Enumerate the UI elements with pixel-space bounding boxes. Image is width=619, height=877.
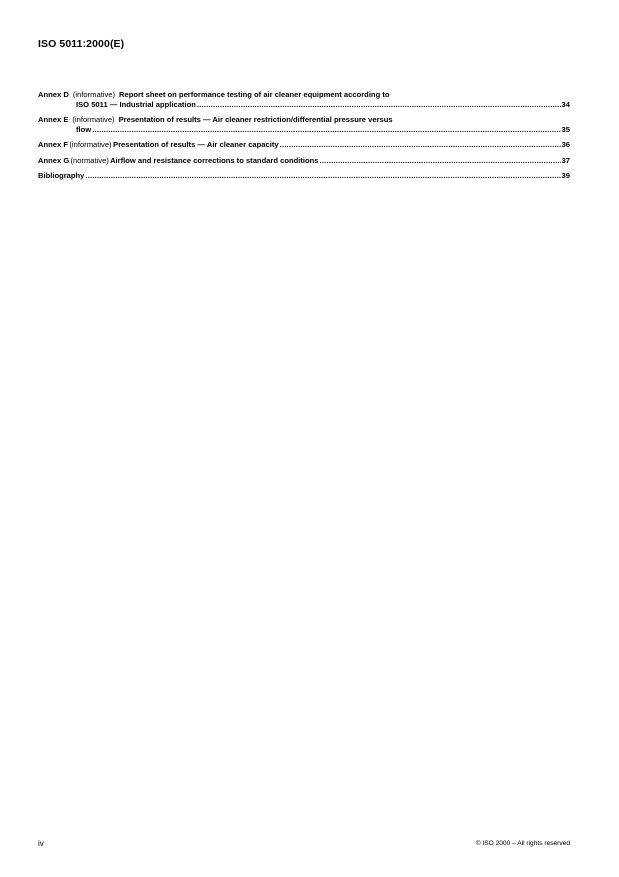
toc-dot-leader — [320, 156, 561, 166]
toc-annex-type: (informative) — [72, 90, 116, 99]
toc-dot-leader — [197, 100, 561, 110]
toc-page-number: 37 — [561, 155, 571, 165]
toc-line — [38, 156, 570, 166]
toc-bibliography-label: Bibliography — [38, 171, 85, 180]
toc-annex-label: Annex F — [38, 140, 68, 149]
footer-copyright: © ISO 2000 – All rights reserved — [475, 840, 570, 847]
toc-annex-label: Annex G — [38, 155, 70, 165]
toc-entry-annex-d[interactable] — [38, 90, 570, 109]
toc-annex-title: Report sheet on performance testing of air cleaner equipment according to — [119, 90, 390, 99]
toc-annex-label: Annex D — [38, 90, 69, 99]
toc-dot-leader — [92, 125, 560, 135]
toc-line — [38, 100, 570, 110]
toc-line — [38, 171, 570, 181]
toc-line — [38, 140, 570, 150]
toc-entry-annex-g[interactable] — [38, 156, 570, 166]
toc-line — [38, 115, 570, 125]
document-header-standard-id: ISO 5011:2000(E) — [38, 38, 125, 50]
toc-dot-leader — [85, 171, 560, 181]
toc-entry-annex-e[interactable] — [38, 115, 570, 134]
toc-line — [38, 90, 570, 100]
toc-annex-title: Presentation of results — Air cleaner capacity — [113, 140, 279, 149]
toc-page-number: 36 — [561, 140, 571, 149]
table-of-contents — [38, 90, 570, 187]
toc-entry-bibliography[interactable] — [38, 171, 570, 181]
toc-annex-type: (informative) — [72, 115, 115, 124]
toc-line — [38, 125, 570, 135]
toc-annex-title-continued: ISO 5011 — Industrial application — [76, 99, 196, 109]
toc-page-number: 34 — [561, 99, 570, 109]
toc-dot-leader — [280, 140, 561, 150]
toc-page-number: 35 — [561, 124, 570, 134]
toc-annex-type: (informative) — [69, 140, 112, 149]
toc-annex-title: Airflow and resistance corrections to standard conditions — [110, 155, 319, 165]
footer-page-number: iv — [38, 839, 44, 848]
toc-page-number: 39 — [561, 171, 570, 180]
toc-annex-type: (normative) — [70, 155, 109, 165]
toc-annex-label: Annex E — [38, 115, 69, 124]
toc-annex-title-continued: flow — [76, 124, 92, 134]
toc-entry-annex-f[interactable] — [38, 140, 570, 150]
toc-annex-title: Presentation of results — Air cleaner restriction/differential pressure versus — [118, 115, 393, 124]
